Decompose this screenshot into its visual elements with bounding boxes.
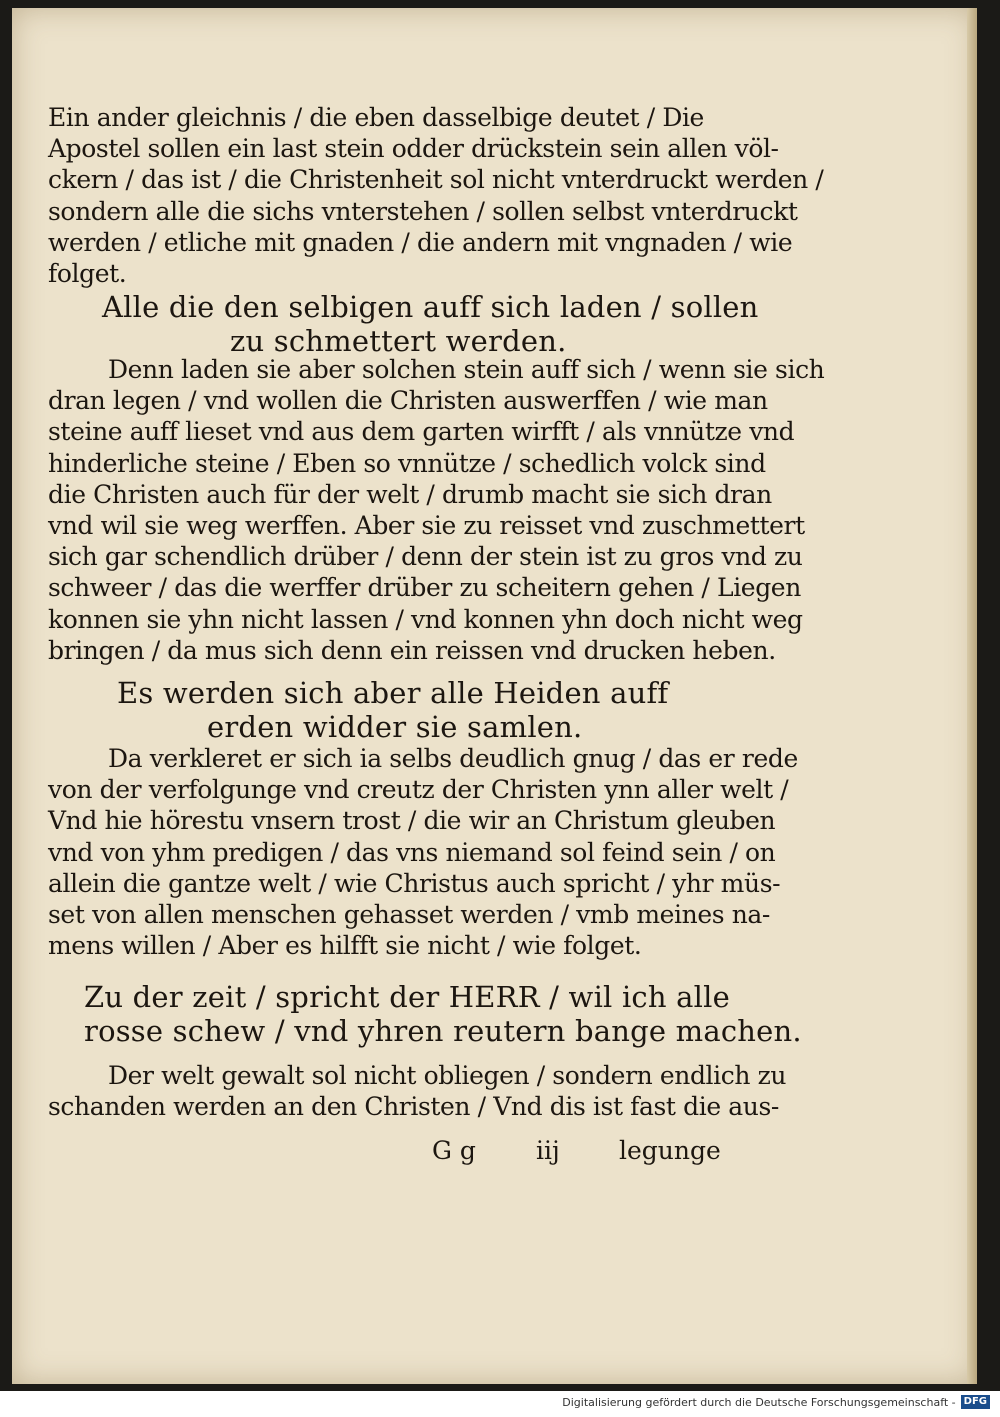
text-line: allein die gantze welt / wie Christus auch spricht / yhr müs- bbox=[48, 868, 781, 898]
leaf-number: iij bbox=[536, 1136, 560, 1165]
scripture-heading-1 bbox=[102, 290, 759, 358]
text-line: Vnd hie hörestu vnsern trost / die wir an Christum gleuben bbox=[48, 806, 776, 836]
text-line: Der welt gewalt sol nicht obliegen / sondern endlich zu bbox=[108, 1061, 787, 1090]
text-line: von der verfolgunge vnd creutz der Christen ynn aller welt / bbox=[48, 775, 789, 805]
text-line: Ein ander gleichnis / die eben dasselbige deutet / Die bbox=[48, 103, 704, 132]
heading-line: Es werden sich aber alle Heiden auff bbox=[117, 676, 669, 710]
heading-line: Zu der zeit / spricht der HERR / wil ich alle bbox=[84, 980, 730, 1014]
signature-mark: G g bbox=[432, 1136, 476, 1165]
catchword: legunge bbox=[619, 1136, 721, 1165]
paragraph-3 bbox=[48, 743, 798, 961]
paragraph-4 bbox=[48, 1060, 786, 1122]
text-line: schanden werden an den Christen / Vnd dis ist fast die aus- bbox=[48, 1092, 779, 1122]
text-line: ckern / das ist / die Christenheit sol nicht vnterdruckt werden / bbox=[48, 165, 824, 195]
text-line: sich gar schendlich drüber / denn der stein ist zu gros vnd zu bbox=[48, 542, 803, 572]
text-line: hinderliche steine / Eben so vnnütze / schedlich volck sind bbox=[48, 448, 766, 478]
heading-line: rosse schew / vnd yhren reutern bange machen. bbox=[84, 1014, 802, 1048]
credit-text: Digitalisierung gefördert durch die Deutsche Forschungsgemeinschaft - bbox=[562, 1395, 956, 1409]
heading-line: Alle die den selbigen auff sich laden / sollen bbox=[102, 290, 759, 324]
text-line: Da verkleret er sich ia selbs deudlich gnug / das er rede bbox=[108, 744, 798, 773]
text-line: Apostel sollen ein last stein odder drückstein sein allen völ- bbox=[48, 134, 779, 164]
signature-line bbox=[432, 1136, 721, 1165]
book-page bbox=[12, 8, 977, 1384]
text-line: set von allen menschen gehasset werden / vmb meines na- bbox=[48, 900, 770, 930]
text-line: vnd von yhm predigen / das vns niemand sol feind sein / on bbox=[48, 837, 776, 867]
text-line: folget. bbox=[48, 259, 127, 289]
text-line: schweer / das die werffer drüber zu scheitern gehen / Liegen bbox=[48, 573, 801, 603]
dfg-logo: DFG bbox=[961, 1395, 990, 1409]
text-line: die Christen auch für der welt / drumb macht sie sich dran bbox=[48, 479, 772, 509]
text-line: dran legen / vnd wollen die Christen auswerffen / wie man bbox=[48, 386, 768, 416]
paragraph-1 bbox=[48, 102, 823, 289]
text-line: mens willen / Aber es hilfft sie nicht / wie folget. bbox=[48, 931, 642, 961]
text-line: vnd wil sie weg werffen. Aber sie zu reisset vnd zuschmettert bbox=[48, 511, 805, 541]
text-line: konnen sie yhn nicht lassen / vnd konnen yhn doch nicht weg bbox=[48, 604, 803, 634]
heading-line: erden widder sie samlen. bbox=[207, 710, 583, 744]
text-line: bringen / da mus sich denn ein reissen vnd drucken heben. bbox=[48, 635, 776, 665]
text-line: Denn laden sie aber solchen stein auff sich / wenn sie sich bbox=[108, 355, 825, 384]
heading-line: zu schmettert werden. bbox=[230, 324, 567, 358]
scripture-heading-2 bbox=[117, 676, 668, 744]
digitization-credit bbox=[562, 1395, 990, 1409]
paragraph-2 bbox=[48, 354, 824, 666]
text-line: steine auff lieset vnd aus dem garten wirfft / als vnnütze vnd bbox=[48, 417, 795, 447]
page-edge bbox=[967, 8, 977, 1384]
text-line: sondern alle die sichs vnterstehen / sollen selbst vnterdruckt bbox=[48, 196, 798, 226]
text-line: werden / etliche mit gnaden / die andern mit vngnaden / wie bbox=[48, 227, 793, 257]
scripture-heading-3 bbox=[84, 980, 802, 1048]
